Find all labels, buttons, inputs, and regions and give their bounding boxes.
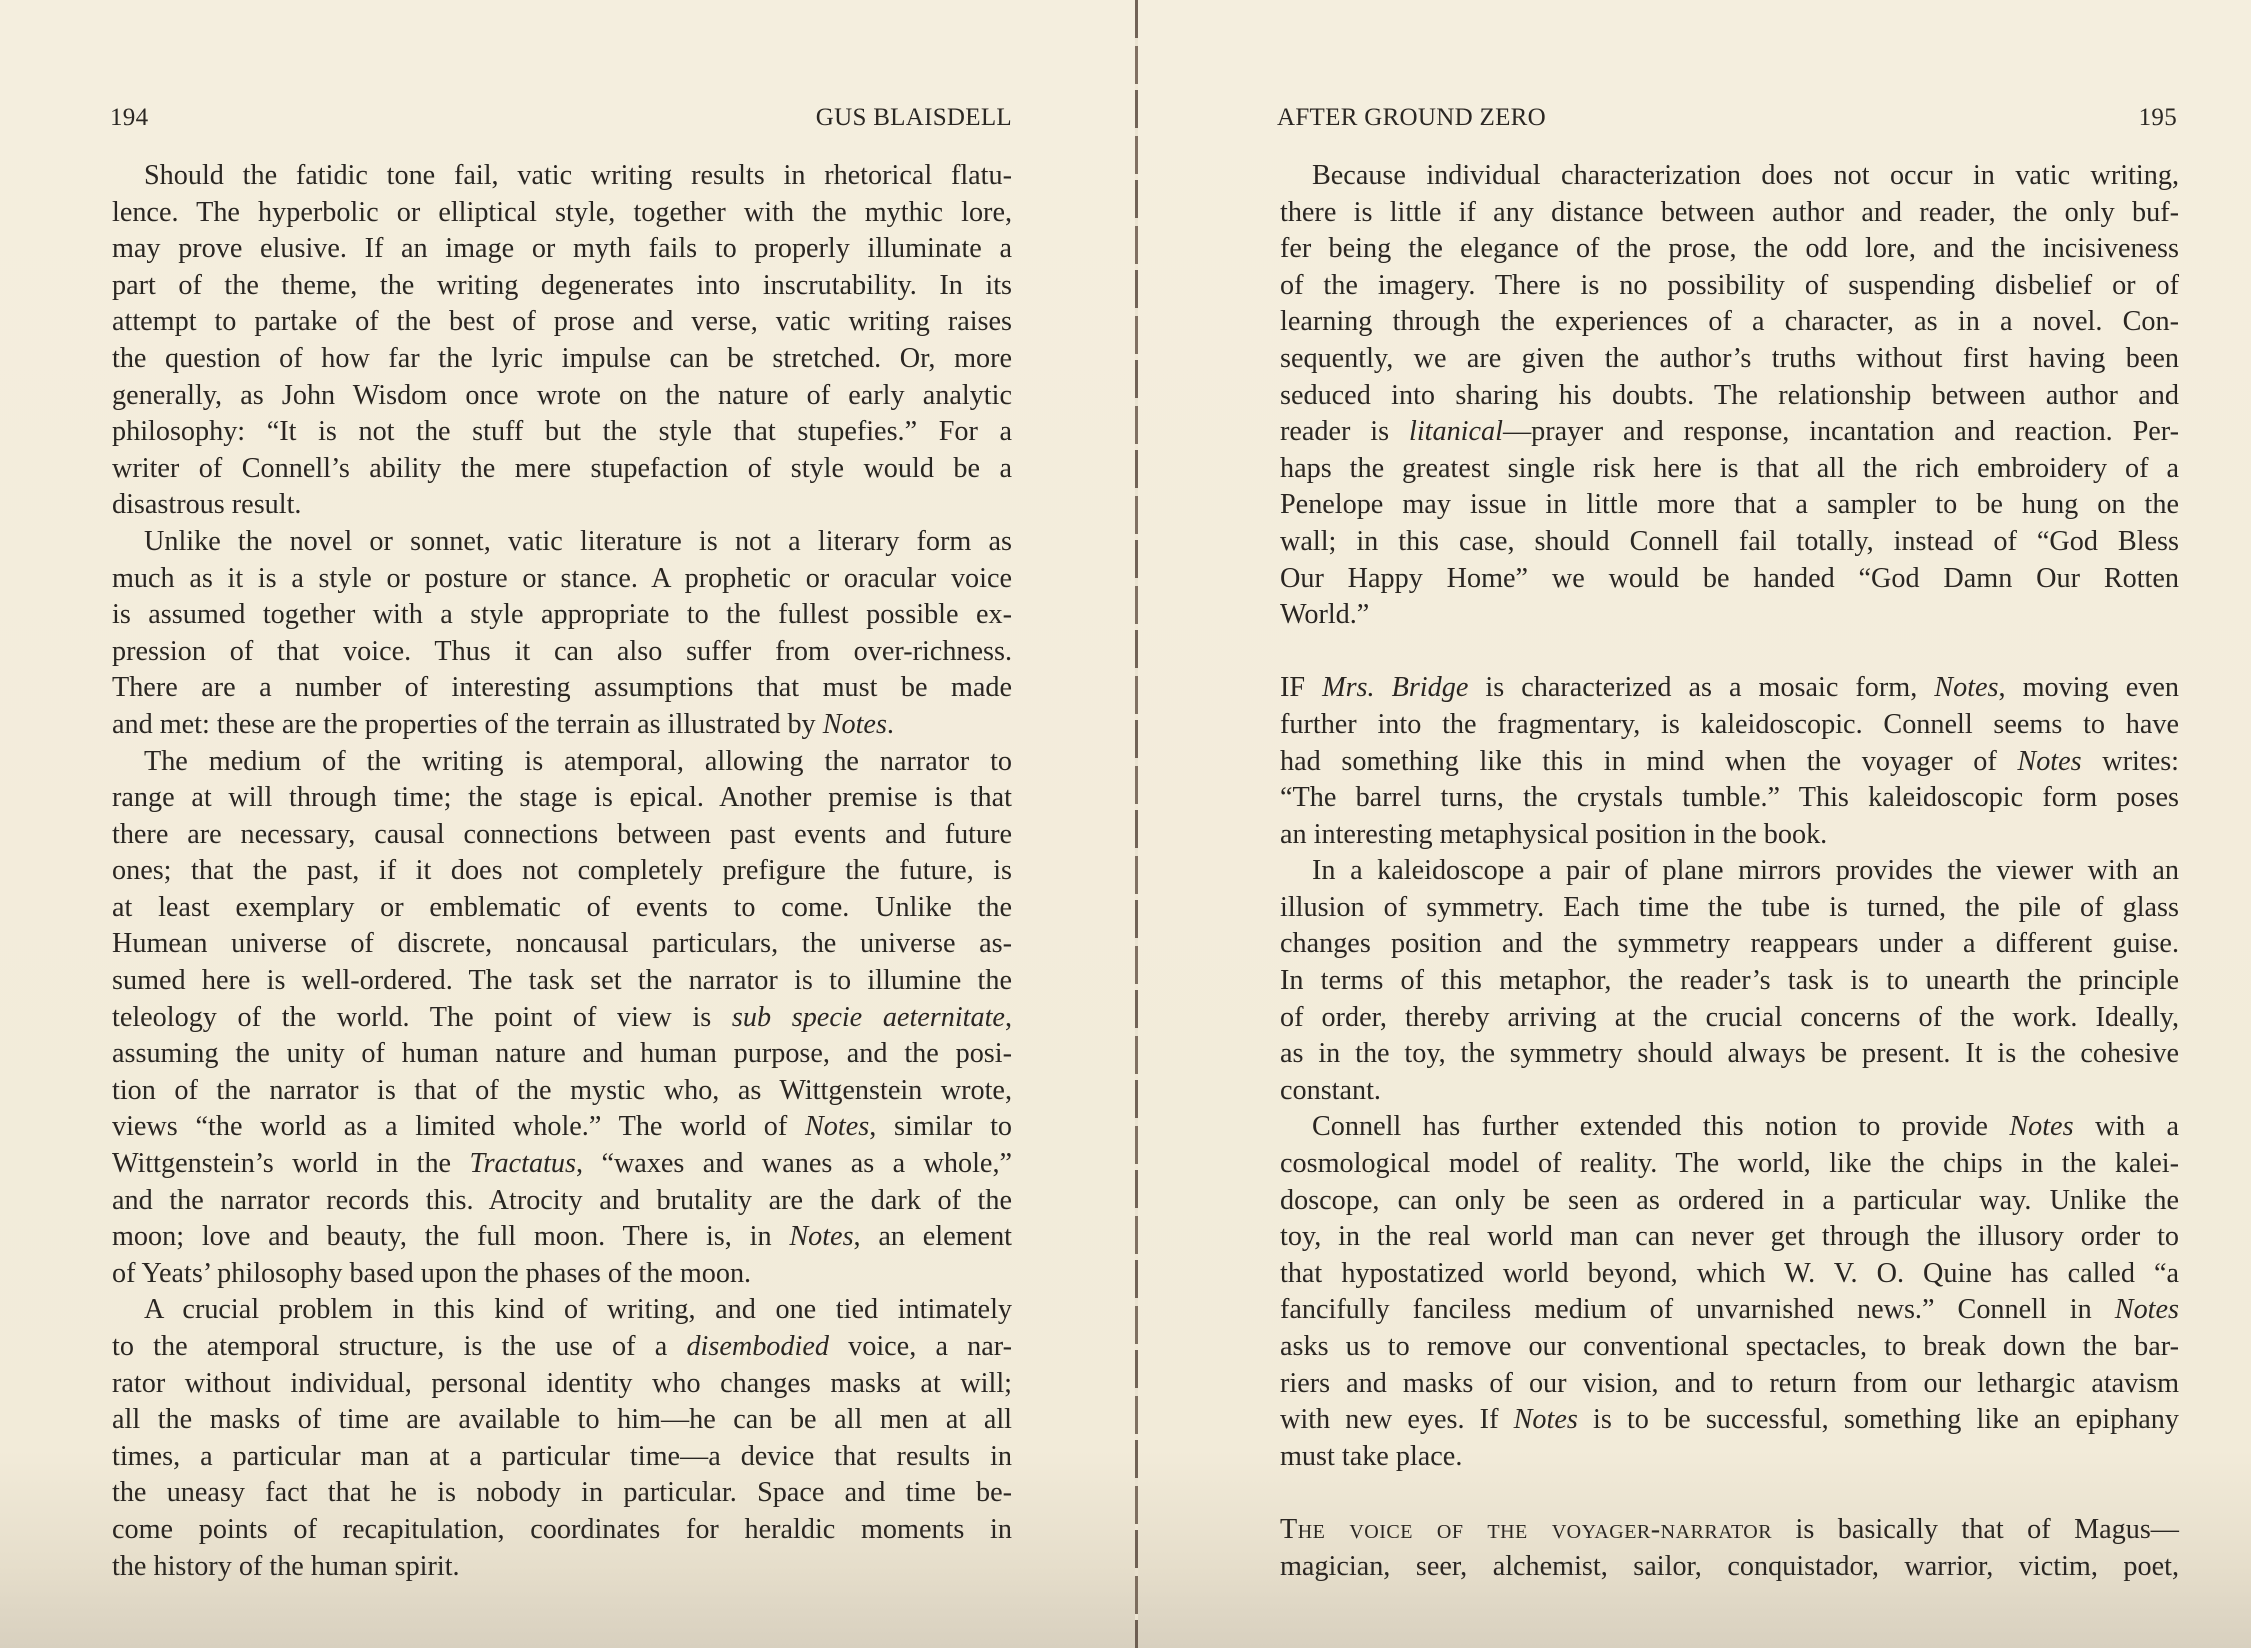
text-line: fancifully fanciless medium of unvarnished news.” Connell in Notes <box>1280 1294 2179 1326</box>
text-line: The medium of the writing is atemporal, allowing the narrator to <box>144 745 1012 777</box>
text-line: and the narrator records this. Atrocity and brutality are the dark of the <box>112 1184 1012 1216</box>
left-running-head <box>110 104 1012 134</box>
section-break <box>1280 1475 2179 1512</box>
text-line: Unlike the novel or sonnet, vatic literature is not a literary form as <box>144 525 1012 557</box>
text-line: constant. <box>1280 1074 1381 1106</box>
text-line: must take place. <box>1280 1440 1463 1472</box>
text-line: the history of the human spirit. <box>112 1550 460 1582</box>
text-line: A crucial problem in this kind of writing, and one tied intimately <box>144 1294 1012 1326</box>
text-line: tion of the narrator is that of the mystic who, as Wittgenstein wrote, <box>112 1074 1012 1106</box>
text-line: The voice of the voyager-narrator is basically that of Magus— <box>1280 1513 2179 1545</box>
text-line: In a kaleidoscope a pair of plane mirrors provides the viewer with an <box>1312 855 2179 887</box>
text-line: there is little if any distance between author and reader, the only buf- <box>1280 196 2179 228</box>
text-line: rator without individual, personal identity who changes masks at will; <box>112 1367 1012 1399</box>
text-line: haps the greatest single risk here is that all the rich embroidery of a <box>1280 452 2179 484</box>
text-line: “The barrel turns, the crystals tumble.” This kaleidoscopic form poses <box>1280 782 2179 814</box>
text-line: as in the toy, the symmetry should always be present. It is the cohesive <box>1280 1038 2179 1070</box>
text-line: learning through the experiences of a character, as in a novel. Con- <box>1280 306 2179 338</box>
text-line: reader is litanical—prayer and response, incantation and reaction. Per- <box>1280 416 2179 448</box>
text-line: illusion of symmetry. Each time the tube is turned, the pile of glass <box>1280 891 2179 923</box>
text-line: an interesting metaphysical position in the book. <box>1280 818 1828 850</box>
text-line: that hypostatized world beyond, which W. V. O. Quine has called “a <box>1280 1257 2179 1289</box>
left-page-body <box>112 158 1012 1585</box>
right-page-body <box>1280 158 2179 1585</box>
text-line: World.” <box>1280 599 1370 631</box>
right-page <box>1139 0 2251 1648</box>
text-line: of order, thereby arriving at the crucial concerns of the work. Ideally, <box>1280 1001 2179 1033</box>
text-line: changes position and the symmetry reappears under a different guise. <box>1280 928 2179 960</box>
text-line: Our Happy Home” we would be handed “God Damn Our Rotten <box>1280 562 2179 594</box>
text-line: the uneasy fact that he is nobody in particular. Space and time be- <box>112 1477 1012 1509</box>
text-line: generally, as John Wisdom once wrote on the nature of early analytic <box>112 379 1012 411</box>
text-line: asks us to remove our conventional spectacles, to break down the bar- <box>1280 1331 2179 1362</box>
text-line: wall; in this case, should Connell fail totally, instead of “God Bless <box>1280 525 2179 557</box>
text-line: attempt to partake of the best of prose and verse, vatic writing raises <box>112 306 1012 338</box>
text-line: cosmological model of reality. The world, like the chips in the kalei- <box>1280 1148 2179 1180</box>
text-line: pression of that voice. Thus it can also suffer from over-richness. <box>112 635 1012 667</box>
text-line: disastrous result. <box>112 489 302 521</box>
text-line: the question of how far the lyric impulse can be stretched. Or, more <box>112 342 1012 374</box>
text-line: There are a number of interesting assumptions that must be made <box>112 672 1012 704</box>
text-line: part of the theme, the writing degenerates into inscrutability. In its <box>112 269 1012 301</box>
text-line: ones; that the past, if it does not completely prefigure the future, is <box>112 855 1012 887</box>
text-line: sumed here is well-ordered. The task set the narrator is to illumine the <box>112 965 1012 997</box>
text-line: writer of Connell’s ability the mere stupefaction of style would be a <box>112 452 1012 484</box>
text-line: Wittgenstein’s world in the Tractatus, “waxes and wanes as a whole,” <box>112 1148 1012 1180</box>
text-line: assuming the unity of human nature and human purpose, and the posi- <box>112 1038 1012 1070</box>
text-line: much as it is a style or posture or stance. A prophetic or oracular voice <box>112 562 1012 594</box>
text-line: views “the world as a limited whole.” The world of Notes, similar to <box>112 1111 1012 1143</box>
text-line: times, a particular man at a particular time—a device that results in <box>112 1440 1012 1472</box>
text-line: sequently, we are given the author’s truths without first having been <box>1280 342 2179 374</box>
text-line: magician, seer, alchemist, sailor, conquistador, warrior, victim, poet, <box>1280 1550 2179 1582</box>
text-line: range at will through time; the stage is epical. Another premise is that <box>112 782 1012 814</box>
text-line: toy, in the real world man can never get through the illusory order to <box>1280 1221 2179 1253</box>
text-line: Should the fatidic tone fail, vatic writing results in rhetorical flatu- <box>144 160 1012 191</box>
text-line: further into the fragmentary, is kaleidoscopic. Connell seems to have <box>1280 708 2179 740</box>
text-line: seduced into sharing his doubts. The relationship between author and <box>1280 379 2179 411</box>
text-line: Humean universe of discrete, noncausal particulars, the universe as- <box>112 928 1012 960</box>
text-line: at least exemplary or emblematic of events to come. Unlike the <box>112 891 1012 923</box>
text-line: with new eyes. If Notes is to be successful, something like an epiphany <box>1280 1404 2179 1436</box>
text-line: all the masks of time are available to him—he can be all men at all <box>112 1404 1012 1436</box>
text-line: of the imagery. There is no possibility of suspending disbelief or of <box>1280 269 2179 301</box>
book-spine-gutter <box>1135 0 1138 1648</box>
text-line: and met: these are the properties of the terrain as illustrated by Notes. <box>112 708 894 740</box>
section-break <box>1280 634 2179 671</box>
text-line: is assumed together with a style appropriate to the fullest possible ex- <box>112 599 1012 631</box>
text-line: to the atemporal structure, is the use of a disembodied voice, a nar- <box>112 1331 1012 1362</box>
text-line: Connell has further extended this notion to provide Notes with a <box>1312 1111 2179 1143</box>
page-number: 195 <box>2138 104 2177 131</box>
text-line: Because individual characterization does not occur in vatic writing, <box>1312 160 2179 191</box>
page-number: 194 <box>110 104 149 131</box>
text-line: fer being the elegance of the prose, the odd lore, and the incisiveness <box>1280 233 2179 265</box>
text-line: doscope, can only be seen as ordered in a particular way. Unlike the <box>1280 1184 2179 1216</box>
right-running-head <box>1277 104 2177 134</box>
text-line: philosophy: “It is not the stuff but the style that stupefies.” For a <box>112 416 1012 448</box>
text-line: IF Mrs. Bridge is characterized as a mosaic form, Notes, moving even <box>1280 672 2179 704</box>
text-line: riers and masks of our vision, and to return from our lethargic atavism <box>1280 1367 2179 1399</box>
text-line: lence. The hyperbolic or elliptical style, together with the mythic lore, <box>112 196 1012 228</box>
text-line: Penelope may issue in little more that a sampler to be hung on the <box>1280 489 2179 521</box>
text-line: come points of recapitulation, coordinates for heraldic moments in <box>112 1513 1012 1545</box>
text-line: teleology of the world. The point of view is sub specie aeternitate, <box>112 1001 1012 1033</box>
text-line: may prove elusive. If an image or myth fails to properly illuminate a <box>112 233 1012 265</box>
text-line: moon; love and beauty, the full moon. There is, in Notes, an element <box>112 1221 1012 1253</box>
running-head-title: AFTER GROUND ZERO <box>1277 104 1546 131</box>
text-line: of Yeats’ philosophy based upon the phases of the moon. <box>112 1257 752 1289</box>
running-head-author: GUS BLAISDELL <box>815 104 1012 131</box>
text-line: In terms of this metaphor, the reader’s task is to unearth the principle <box>1280 965 2179 997</box>
text-line: had something like this in mind when the voyager of Notes writes: <box>1280 745 2180 777</box>
text-line: there are necessary, causal connections between past events and future <box>112 818 1012 850</box>
